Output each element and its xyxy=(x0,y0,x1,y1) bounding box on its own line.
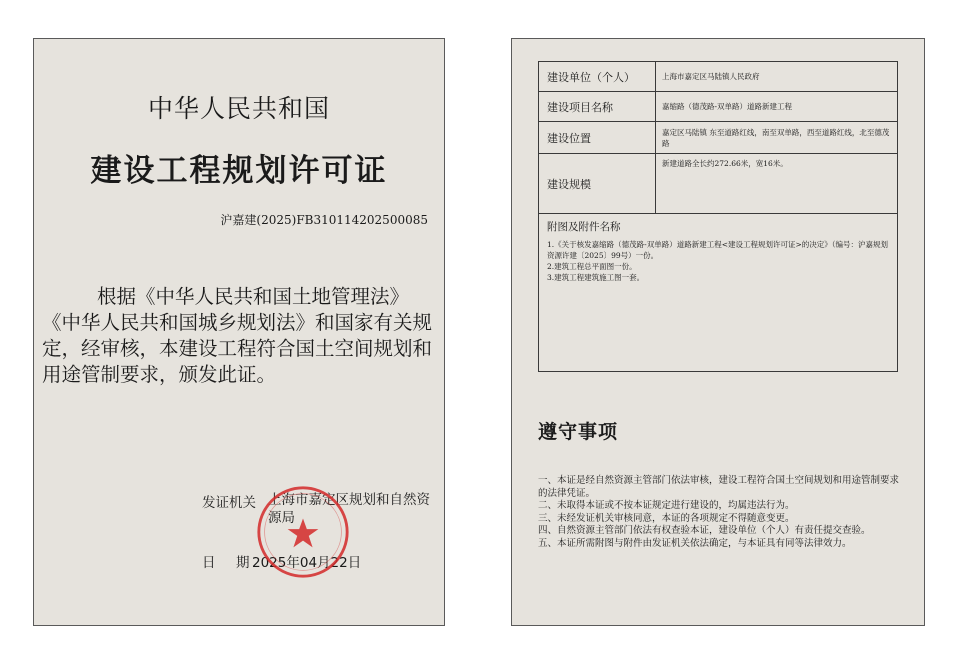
date-value: 2025年04月22日 xyxy=(252,555,362,571)
body-line-2: 《中华人民共和国城乡规划法》和国家有关规定，经审核，本建设工程符合国土空间规划和用途管制要求，颁发此证。 xyxy=(42,311,433,386)
notice-item: 五、本证所需附图与附件由发证机关依法确定，与本证具有同等法律效力。 xyxy=(538,537,852,549)
body-line-1: 根据《中华人民共和国土地管理法》 xyxy=(97,285,410,308)
table-row xyxy=(539,154,897,214)
row-value: 上海市嘉定区马陆镇人民政府 xyxy=(662,72,760,81)
certificate-title: 建设工程规划许可证 xyxy=(90,153,388,189)
notice-item: 四、自然资源主管部门依法有权查验本证，建设单位（个人）有责任提交查验。 xyxy=(538,525,871,536)
notice-item: 一、本证是经自然资源主管部门依法审核，建设工程符合国土空间规划和用途管制要求的法律凭证。 xyxy=(538,475,900,499)
issuer-label: 发证机关 xyxy=(202,495,256,511)
row-label: 建设位置 xyxy=(539,122,656,153)
country-name: 中华人民共和国 xyxy=(147,94,330,123)
attachments-section xyxy=(539,214,897,291)
date-label-1: 日 xyxy=(202,555,216,571)
table-row xyxy=(539,62,897,92)
certificate-front-page xyxy=(33,38,445,626)
row-label: 建设项目名称 xyxy=(539,92,656,121)
row-label: 建设单位（个人） xyxy=(539,62,656,91)
notice-item: 二、未取得本证或不按本证规定进行建设的，均属违法行为。 xyxy=(538,500,795,511)
row-value: 嘉缩路（德茂路-双单路）道路新建工程 xyxy=(662,102,793,111)
attachment-item: 2.建筑工程总平面图一份。 xyxy=(547,262,637,271)
row-value: 嘉定区马陆镇 东至道路红线，南至双单路，西至道路红线，北至德茂路 xyxy=(662,127,890,148)
certificate-body xyxy=(42,284,442,388)
attachment-item: 1.《关于核发嘉缩路（德茂路-双单路）道路新建工程<建设工程规划许可证>的决定》（编号：沪嘉规划资源许建〔2025〕99号）一份。 xyxy=(547,240,889,260)
table-row xyxy=(539,92,897,122)
issuer-value: 上海市嘉定区规划和自然资源局 xyxy=(268,492,430,526)
date-label-2: 期 xyxy=(236,555,250,571)
notice-title: 遵守事项 xyxy=(538,421,619,443)
attachment-item: 3.建筑工程建筑施工图一套。 xyxy=(547,273,645,282)
row-label: 建设规模 xyxy=(539,154,656,213)
attachments-label: 附图及附件名称 xyxy=(547,221,621,233)
row-value: 新建道路全长约272.66米，宽16米。 xyxy=(662,159,788,168)
project-info-table xyxy=(538,61,898,372)
certificate-number: 沪嘉建(2025)FB310114202500085 xyxy=(220,213,428,227)
notice-list xyxy=(538,475,900,550)
certificate-back-page xyxy=(511,38,925,626)
notice-item: 三、未经发证机关审核同意，本证的各项规定不得随意变更。 xyxy=(538,512,795,524)
table-row xyxy=(539,122,897,154)
official-seal-icon xyxy=(255,484,351,580)
